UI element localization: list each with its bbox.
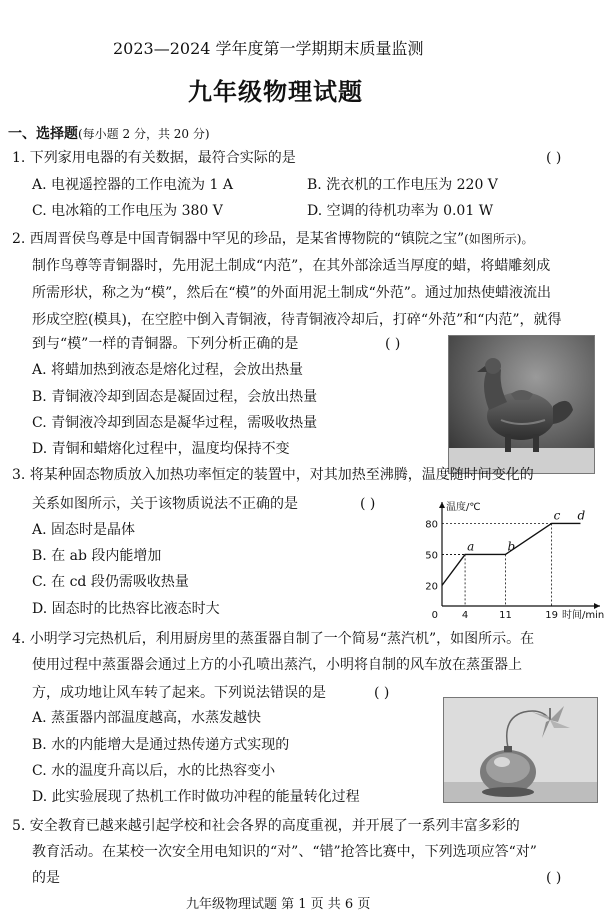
q2-option-a: A. 将蜡加热到液态是熔化过程，会放出热量 — [32, 362, 304, 378]
q2-line-1-note: (如图所示)。 — [464, 232, 534, 246]
q4-line-1: 4. 小明学习完热机后，利用厨房里的蒸蛋器自制了一个简易“蒸汽机”，如图所示。在 — [12, 631, 535, 647]
q4-line-2: 使用过程中蒸蛋器会通过上方的小孔喷出蒸汽，小明将自制的风车放在蒸蛋器上 — [32, 657, 522, 673]
q5-line-2: 教育活动。在某校一次安全用电知识的“对”、“错”抢答比赛中，下列选项应答“对” — [32, 844, 537, 860]
section-title: 一、选择题 — [8, 126, 78, 142]
x-tick-label: 0 — [431, 610, 438, 621]
temperature-time-chart — [420, 492, 605, 622]
section-note: (每小题 2 分，共 20 分) — [78, 127, 210, 141]
q3-answer-paren: ( ) — [360, 496, 376, 512]
q1-option-b: B. 洗衣机的工作电压为 220 V — [307, 177, 498, 193]
chart-guides — [442, 523, 552, 606]
q1-stem: 1. 下列家用电器的有关数据，最符合实际的是 — [12, 150, 296, 166]
y-tick-label: 80 — [425, 519, 438, 531]
section-heading — [8, 123, 210, 143]
chart-labels — [425, 500, 604, 621]
q4-option-d: D. 此实验展现了热机工作时做功冲程的能量转化过程 — [32, 789, 360, 805]
q2-line-1-text: 2. 西周晋侯鸟尊是中国青铜器中罕见的珍品，是某省博物院的“镇院之宝” — [12, 231, 465, 247]
q2-option-c: C. 青铜液冷却到固态是凝华过程，需吸收热量 — [32, 415, 318, 431]
q1-option-c: C. 电冰箱的工作电压为 380 V — [32, 203, 223, 219]
point-label-b: b — [507, 539, 516, 554]
q2-line-5: 到与“模”一样的青铜器。下列分析正确的是 — [32, 336, 299, 352]
y-tick-label: 50 — [425, 550, 438, 562]
point-label-a: a — [467, 539, 475, 554]
q1-option-a: A. 电视遥控器的工作电流为 1 A — [32, 177, 233, 193]
q2-option-b: B. 青铜液冷却到固态是凝固过程，会放出热量 — [32, 389, 318, 405]
q2-line-4: 形成空腔(模具)，在空腔中倒入青铜液，待青铜液冷却后，打碎“外范”和“内范”，就得 — [32, 312, 562, 328]
y-axis-title: 温度/℃ — [446, 502, 481, 513]
q4-option-b: B. 水的内能增大是通过热传递方式实现的 — [32, 737, 290, 753]
q2-line-2: 制作鸟尊等青铜器时，先用泥土制成“内范”，在其外部涂适当厚度的蜡，将蜡雕刻成 — [32, 258, 551, 274]
q2-answer-paren: ( ) — [385, 336, 401, 352]
q3-option-a: A. 固态时是晶体 — [32, 522, 136, 538]
y-tick-label: 20 — [425, 581, 438, 593]
bird-zun-illustration — [449, 336, 594, 473]
x-axis-arrow — [594, 603, 600, 609]
q4-line-3: 方，成功地让风车转了起来。下列说法错误的是 — [32, 685, 326, 701]
exam-title: 2023—2024 学年度第一学期期末质量监测 — [113, 39, 424, 58]
q5-line-1: 5. 安全教育已越来越引起学校和社会各界的高度重视，并开展了一系列丰富多彩的 — [12, 818, 520, 834]
q3-option-b: B. 在 ab 段内能增加 — [32, 548, 162, 564]
steam-engine-illustration — [444, 698, 597, 802]
q2-option-d: D. 青铜和蜡熔化过程中，温度均保持不变 — [32, 441, 290, 457]
q4-option-a: A. 蒸蛋器内部温度越高，水蒸发越快 — [32, 710, 262, 726]
chart-axes — [439, 502, 600, 609]
q2-line-1 — [12, 229, 534, 249]
q1-answer-paren: ( ) — [546, 150, 562, 166]
q3-line-1: 3. 将某种固态物质放入加热功率恒定的装置中，对其加热至沸腾，温度随时间变化的 — [12, 467, 534, 483]
q5-answer-paren: ( ) — [546, 870, 562, 886]
q3-line-2: 关系如图所示，关于该物质说法不正确的是 — [32, 496, 298, 512]
y-axis-arrow — [439, 502, 445, 508]
q1-option-d: D. 空调的待机功率为 0.01 W — [307, 203, 494, 219]
x-tick-label: 19 — [545, 610, 558, 621]
page-footer: 九年级物理试题 第 1 页 共 6 页 — [186, 897, 371, 912]
q4-answer-paren: ( ) — [374, 685, 390, 701]
bird-zun-photo — [448, 335, 595, 474]
q4-option-c: C. 水的温度升高以后，水的比热容变小 — [32, 763, 276, 779]
x-tick-label: 4 — [461, 610, 469, 621]
q3-option-c: C. 在 cd 段仍需吸收热量 — [32, 574, 189, 590]
q5-line-3: 的是 — [32, 870, 60, 886]
point-label-d: d — [577, 508, 586, 523]
q2-line-3: 所需形状，称之为“模”，然后在“模”的外面用泥土制成“外范”。通过加热使蜡液流出 — [32, 285, 551, 301]
x-axis-title: 时间/min — [562, 610, 605, 621]
q3-option-d: D. 固态时的比热容比液态时大 — [32, 601, 220, 617]
subject-title: 九年级物理试题 — [188, 78, 363, 106]
steam-engine-photo — [443, 697, 598, 803]
point-label-c: c — [553, 508, 561, 523]
x-tick-label: 11 — [499, 610, 512, 621]
